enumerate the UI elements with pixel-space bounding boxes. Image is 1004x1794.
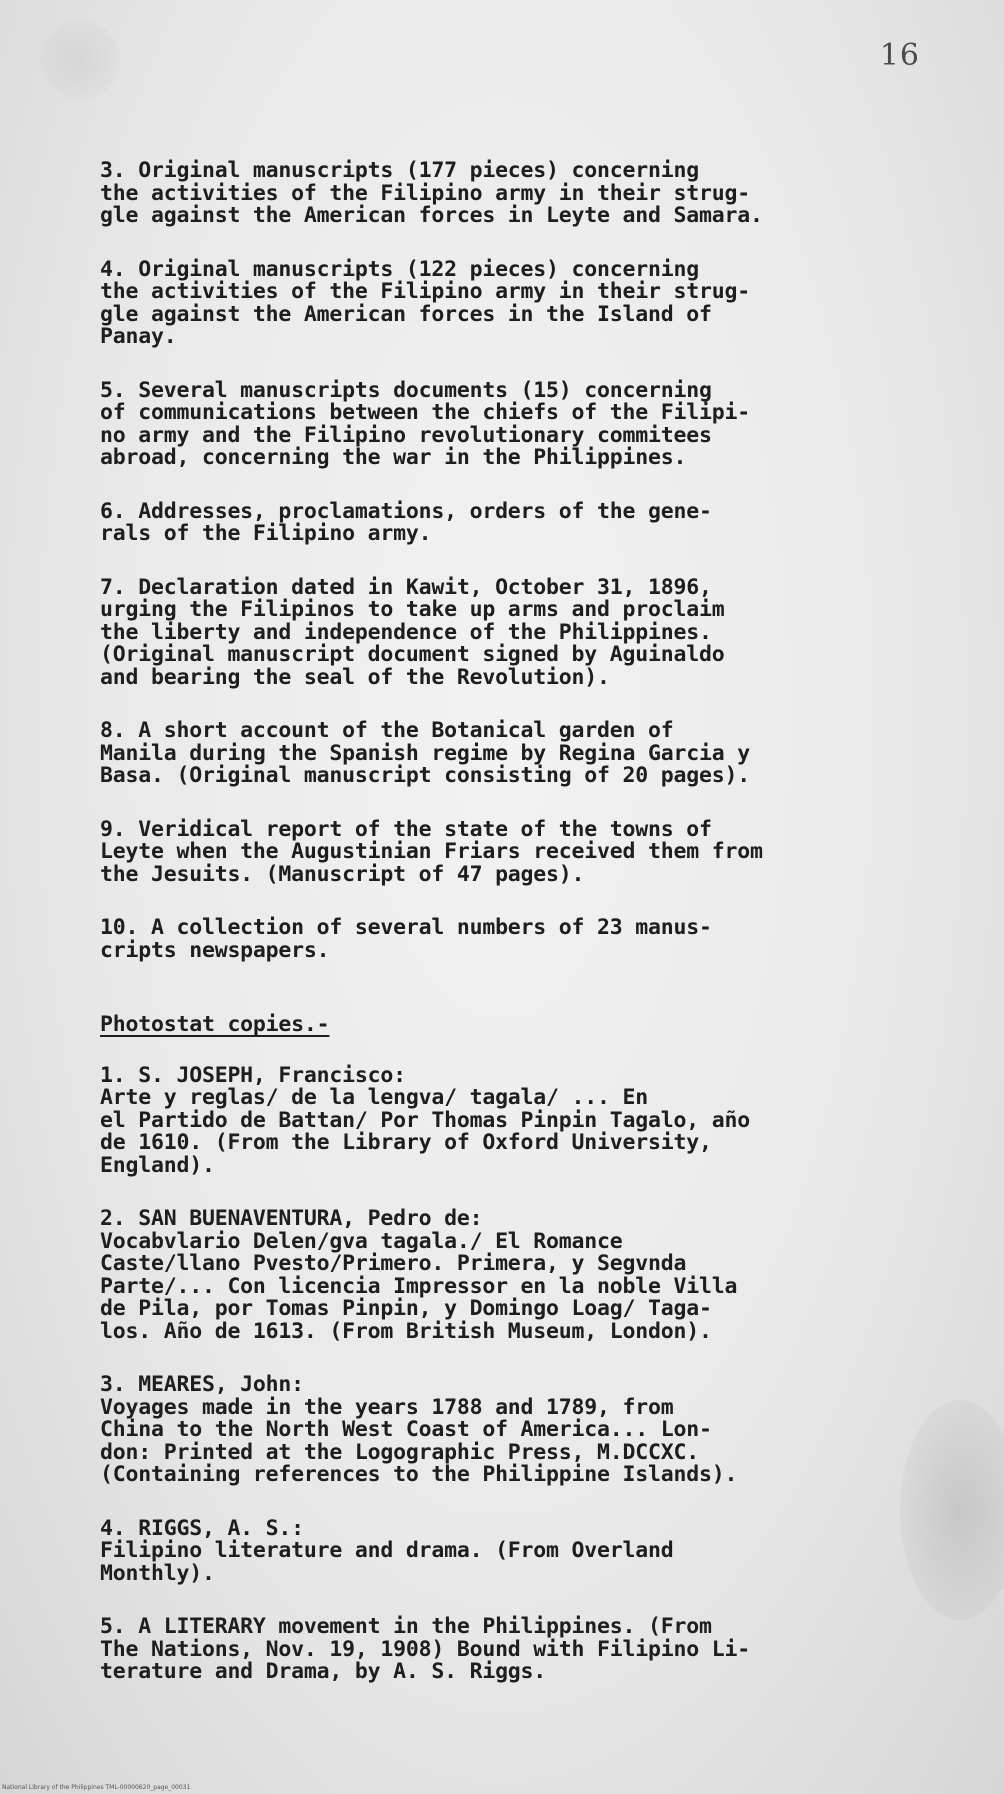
manuscript-item-6: 6. Addresses, proclamations, orders of the gene- rals of the Filipino army.	[100, 498, 712, 546]
photostat-item-4	[100, 1515, 930, 1586]
manuscript-item-8: 8. A short account of the Botanical garden of Manila during the Spanish regime by Regina Garcia y Basa. (Original manuscript consisting of 20 pages).	[100, 718, 750, 788]
manuscript-item-5: 5. Several manuscripts documents (15) concerning of communications between the chiefs of the Filipi- no army and the Filipino revolutionary commitees abroad, concerning the war in the Philippines.	[100, 377, 750, 470]
photostat-item-author: 2. SAN BUENAVENTURA, Pedro de:	[100, 1206, 483, 1231]
photostat-item-description: Vocabvlario Delen/gva tagala./ El Romance Caste/llano Pvesto/Primero. Primera, y Segvnda Parte/... Con licencia Impressor en la noble Villa de Pila, por Tomas Pinpin, y Domingo Loag/ Taga- los. Año de 1613. (From British Museum, London).	[100, 1228, 738, 1344]
photostat-item-description: 5. A LITERARY movement in the Philippines. (From The Nations, Nov. 19, 1908) Bound with Filipino Li- terature and Drama, by A. S. Riggs.	[100, 1614, 750, 1684]
manuscript-item-4: 4. Original manuscripts (122 pieces) concerning the activities of the Filipino army in their strug- gle against the American forces in the Island of Panay.	[100, 256, 750, 349]
photostat-item-author: 3. MEARES, John:	[100, 1372, 304, 1397]
manuscript-item-7: 7. Declaration dated in Kawit, October 31, 1896, urging the Filipinos to take up arms and proclaim the liberty and independence of the Philippines. (Original manuscript document signed by Aguinaldo and bearing the seal of the Revolution).	[100, 574, 725, 690]
manuscript-item-3: 3. Original manuscripts (177 pieces) concerning the activities of the Filipino army in their strug- gle against the American forces in Leyte and Samara.	[100, 158, 763, 228]
page-number: 16	[879, 38, 920, 73]
photostat-item-author: 1. S. JOSEPH, Francisco:	[100, 1062, 406, 1088]
photostat-item-description: Filipino literature and drama. (From Overland Monthly).	[100, 1538, 674, 1586]
document-body	[100, 160, 930, 1715]
scan-smudge	[40, 20, 120, 100]
manuscript-item-10: 10. A collection of several numbers of 23 manus- cripts newspapers.	[100, 915, 712, 963]
section-heading-photostat: Photostat copies.-	[100, 1012, 330, 1037]
photostat-item-3	[100, 1374, 930, 1487]
photostat-item-1	[100, 1062, 930, 1178]
scan-footer-label: National Library of the Philippines TML-00000620_page_00031	[2, 1784, 191, 1791]
photostat-item-description: Arte y reglas/ de la lengva/ tagala/ ... En el Partido de Battan/ Por Thomas Pinpin Tagalo, año de 1610. (From the Library of Oxford University, England).	[100, 1085, 750, 1178]
photostat-item-description: Voyages made in the years 1788 and 1789, from China to the North West Coast of America... Lon- don: Printed at the Logographic Press, M.DCCXC. (Containing references to the Philippine Islands).	[100, 1394, 738, 1487]
manuscript-item-9: 9. Veridical report of the state of the towns of Leyte when the Augustinian Friars received them from the Jesuits. (Manuscript of 47 pages).	[100, 816, 763, 887]
photostat-item-5	[100, 1616, 930, 1684]
photostat-item-author: 4. RIGGS, A. S.:	[100, 1515, 304, 1541]
photostat-item-2	[100, 1208, 930, 1343]
